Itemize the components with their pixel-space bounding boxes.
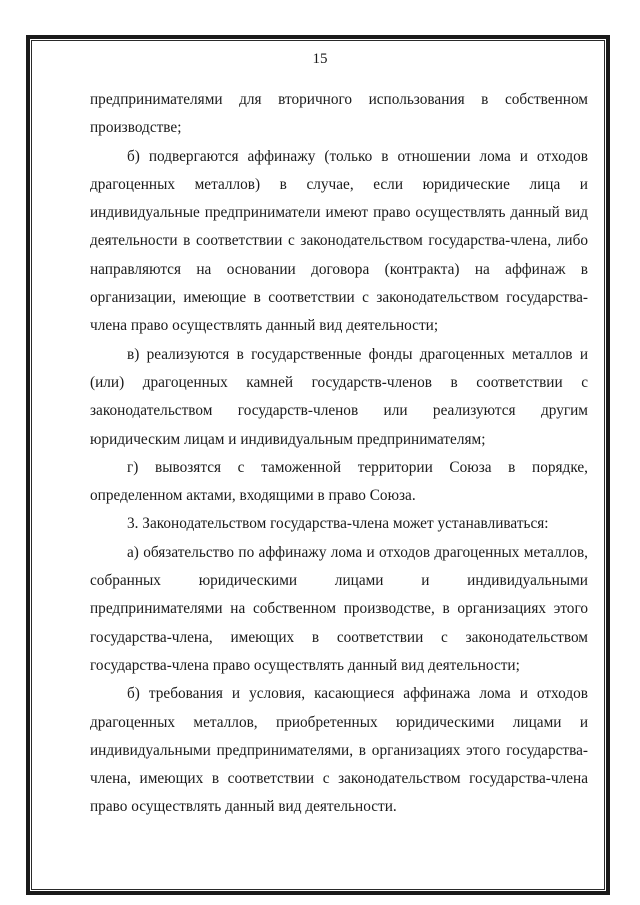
page-number: 15 [312,51,328,67]
document-body [90,86,588,822]
paragraph-item-v: в) реализуются в государственные фонды драгоценных металлов и (или) драгоценных камней государств-членов в соответствии с законодательством государств-членов или реализуются другим юридическим лицам и индивидуальным предпринимателям; [90,345,588,448]
paragraph-item-a: а) обязательство по аффинажу лома и отходов драгоценных металлов, собранных юридическими лицами и индивидуальными предпринимателями на собственном производстве, в организациях этого государства-члена, имеющих в соответствии с законодательством государства-члена право осуществлять данный вид деятельности; [90,543,588,674]
paragraph-item-g: г) вывозятся с таможенной территории Союза в порядке, определенном актами, входящими в право Союза. [90,458,588,505]
paragraph-section-3: 3. Законодательством государства-члена может устанавливаться: [127,515,549,533]
paragraph-item-b: б) подвергаются аффинажу (только в отношении лома и отходов драгоценных металлов) в случае, если юридические лица и индивидуальные предприниматели имеют право осуществлять данный вид деятельности в соответствии с законодательством государства-члена, либо направляются на основании договора (контракта) на аффинаж в организации, имеющие в соответствии с законодательством государства-члена право осуществлять данный вид деятельности; [90,147,588,335]
paragraph-item-b-2: б) требования и условия, касающиеся аффинажа лома и отходов драгоценных металлов, приобретенных юридическими лицами и индивидуальными предпринимателями, в организациях этого государства-члена, имеющих в соответствии с законодательством государства-члена право осуществлять данный вид деятельности. [90,685,588,816]
paragraph-continuation: предпринимателями для вторичного использования в собственном производстве; [90,91,588,137]
